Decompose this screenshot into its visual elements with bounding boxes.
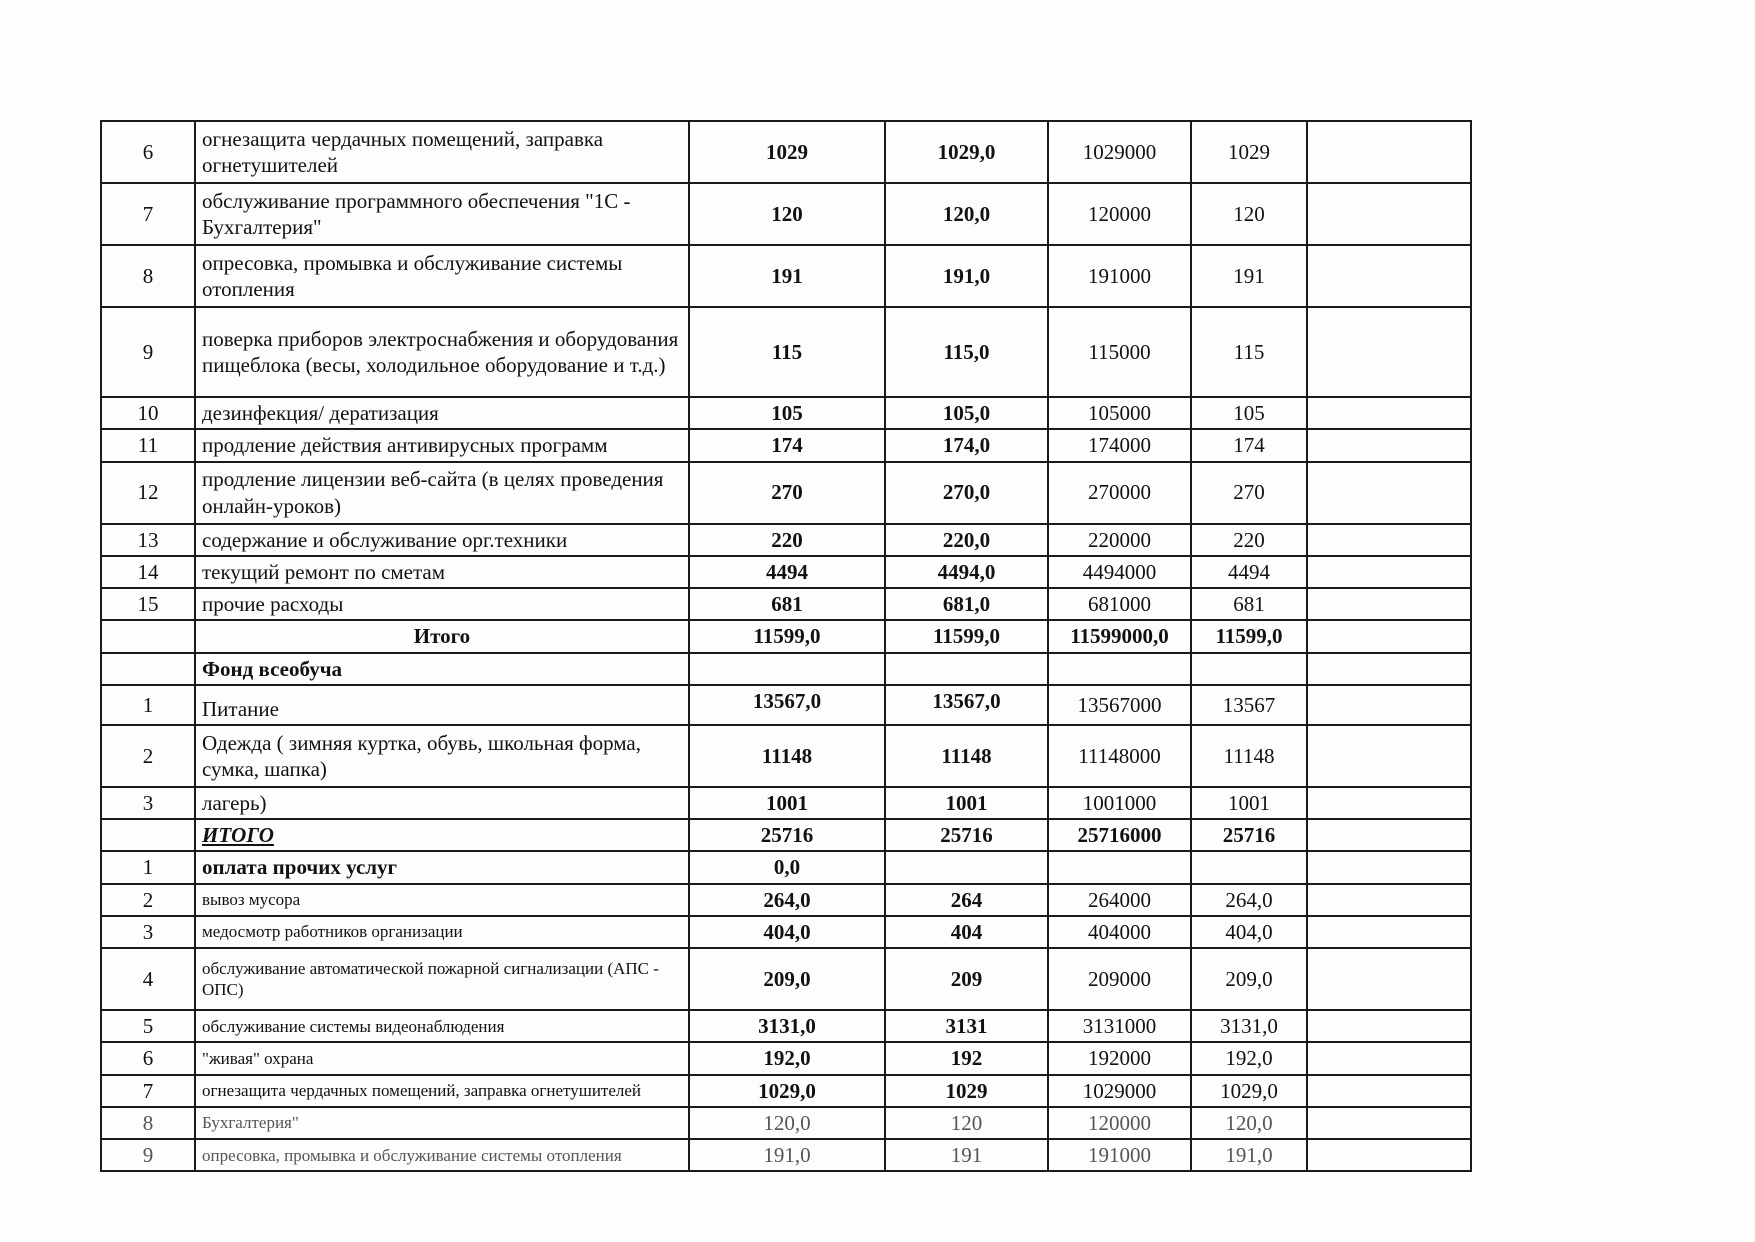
- value-col-3: 105000: [1048, 397, 1191, 429]
- row-number: 2: [101, 725, 195, 787]
- row-number: 7: [101, 183, 195, 245]
- value-col-2: 105,0: [885, 397, 1048, 429]
- value-col-3: 270000: [1048, 462, 1191, 524]
- value-col-1: 1029: [689, 121, 885, 183]
- row-number: 6: [101, 1042, 195, 1074]
- value-col-4: 209,0: [1191, 948, 1307, 1010]
- value-col-2: 174,0: [885, 429, 1048, 461]
- value-col-2: [885, 653, 1048, 685]
- value-col-5: [1307, 556, 1471, 588]
- row-name: продление действия антивирусных программ: [195, 429, 689, 461]
- value-col-3: [1048, 653, 1191, 685]
- section-title: оплата прочих услуг: [195, 851, 689, 883]
- value-col-3: 120000: [1048, 1107, 1191, 1139]
- value-col-1: 191,0: [689, 1139, 885, 1171]
- value-col-5: [1307, 884, 1471, 916]
- row-number: 3: [101, 916, 195, 948]
- row-name: Бухгалтерия": [195, 1107, 689, 1139]
- value-col-1: [689, 653, 885, 685]
- value-col-2: 404: [885, 916, 1048, 948]
- value-col-5: [1307, 653, 1471, 685]
- value-col-5: [1307, 121, 1471, 183]
- value-col-1: 209,0: [689, 948, 885, 1010]
- row-name: обслуживание программного обеспечения "1С - Бухгалтерия": [195, 183, 689, 245]
- value-col-5: [1307, 307, 1471, 397]
- row-number: 3: [101, 787, 195, 819]
- value-col-1: 1001: [689, 787, 885, 819]
- value-col-5: [1307, 462, 1471, 524]
- row-name: Питание: [195, 685, 689, 725]
- row-name: опресовка, промывка и обслуживание системы отопления: [195, 245, 689, 307]
- value-col-2: 1001: [885, 787, 1048, 819]
- row-number: 2: [101, 884, 195, 916]
- value-col-2: 25716: [885, 819, 1048, 851]
- value-col-4: 120: [1191, 183, 1307, 245]
- value-col-4: 192,0: [1191, 1042, 1307, 1074]
- row-number: 9: [101, 307, 195, 397]
- row-number: [101, 653, 195, 685]
- table-row: [101, 588, 1471, 620]
- row-name: медосмотр работников организации: [195, 916, 689, 948]
- row-number: 1: [101, 685, 195, 725]
- value-col-3: 192000: [1048, 1042, 1191, 1074]
- row-name: содержание и обслуживание орг.техники: [195, 524, 689, 556]
- value-col-4: 270: [1191, 462, 1307, 524]
- value-col-1: 220: [689, 524, 885, 556]
- value-col-4: 681: [1191, 588, 1307, 620]
- value-col-1: 11599,0: [689, 620, 885, 652]
- row-name: обслуживание автоматической пожарной сигнализации (АПС - ОПС): [195, 948, 689, 1010]
- value-col-4: 1029,0: [1191, 1075, 1307, 1107]
- value-col-2: [885, 851, 1048, 883]
- value-col-1: 1029,0: [689, 1075, 885, 1107]
- budget-table: [100, 120, 1472, 1172]
- row-number: 7: [101, 1075, 195, 1107]
- value-col-1: 3131,0: [689, 1010, 885, 1042]
- table-row: [101, 948, 1471, 1010]
- table-row: [101, 1042, 1471, 1074]
- row-name: текущий ремонт по сметам: [195, 556, 689, 588]
- value-col-3: 120000: [1048, 183, 1191, 245]
- value-col-2: 11599,0: [885, 620, 1048, 652]
- table-row: [101, 245, 1471, 307]
- value-col-5: [1307, 1139, 1471, 1171]
- value-col-4: 404,0: [1191, 916, 1307, 948]
- value-col-2: 191: [885, 1139, 1048, 1171]
- value-col-4: 191: [1191, 245, 1307, 307]
- value-col-5: [1307, 397, 1471, 429]
- section-header-row: [101, 851, 1471, 883]
- value-col-3: 1001000: [1048, 787, 1191, 819]
- value-col-1: 681: [689, 588, 885, 620]
- value-col-3: 25716000: [1048, 819, 1191, 851]
- row-name: вывоз мусора: [195, 884, 689, 916]
- value-col-1: 11148: [689, 725, 885, 787]
- value-col-5: [1307, 948, 1471, 1010]
- value-col-4: 25716: [1191, 819, 1307, 851]
- value-col-3: 11148000: [1048, 725, 1191, 787]
- value-col-3: 209000: [1048, 948, 1191, 1010]
- value-col-3: 174000: [1048, 429, 1191, 461]
- total-label: ИТОГО: [195, 819, 689, 851]
- value-col-2: 192: [885, 1042, 1048, 1074]
- row-name: продление лицензии веб-сайта (в целях проведения онлайн-уроков): [195, 462, 689, 524]
- value-col-2: 4494,0: [885, 556, 1048, 588]
- value-col-4: 11148: [1191, 725, 1307, 787]
- value-col-3: 3131000: [1048, 1010, 1191, 1042]
- value-col-1: 4494: [689, 556, 885, 588]
- table-row: [101, 524, 1471, 556]
- row-name: поверка приборов электроснабжения и оборудования пищеблока (весы, холодильное оборудование и т.д.): [195, 307, 689, 397]
- row-name: обслуживание системы видеонаблюдения: [195, 1010, 689, 1042]
- value-col-5: [1307, 1107, 1471, 1139]
- table-row: [101, 556, 1471, 588]
- value-col-2: 120,0: [885, 183, 1048, 245]
- value-col-4: 115: [1191, 307, 1307, 397]
- value-col-4: 3131,0: [1191, 1010, 1307, 1042]
- value-col-4: [1191, 653, 1307, 685]
- value-col-5: [1307, 1042, 1471, 1074]
- table-row: [101, 1107, 1471, 1139]
- row-number: 1: [101, 851, 195, 883]
- value-col-4: 264,0: [1191, 884, 1307, 916]
- section-header-row: [101, 653, 1471, 685]
- value-col-1: 270: [689, 462, 885, 524]
- value-col-4: 1001: [1191, 787, 1307, 819]
- value-col-1: 0,0: [689, 851, 885, 883]
- value-col-5: [1307, 524, 1471, 556]
- row-number: 8: [101, 1107, 195, 1139]
- value-col-3: 404000: [1048, 916, 1191, 948]
- value-col-3: 191000: [1048, 245, 1191, 307]
- value-col-5: [1307, 787, 1471, 819]
- row-name: дезинфекция/ дератизация: [195, 397, 689, 429]
- table-row: [101, 1075, 1471, 1107]
- value-col-3: 13567000: [1048, 685, 1191, 725]
- table-row: [101, 183, 1471, 245]
- value-col-5: [1307, 1075, 1471, 1107]
- table-row: [101, 462, 1471, 524]
- value-col-1: 13567,0: [689, 685, 885, 725]
- value-col-4: 1029: [1191, 121, 1307, 183]
- row-name: "живая" охрана: [195, 1042, 689, 1074]
- value-col-1: 115: [689, 307, 885, 397]
- value-col-3: 1029000: [1048, 121, 1191, 183]
- value-col-4: 174: [1191, 429, 1307, 461]
- value-col-1: 105: [689, 397, 885, 429]
- value-col-5: [1307, 819, 1471, 851]
- value-col-2: 1029: [885, 1075, 1048, 1107]
- row-name: Одежда ( зимняя куртка, обувь, школьная форма, сумка, шапка): [195, 725, 689, 787]
- value-col-5: [1307, 685, 1471, 725]
- value-col-5: [1307, 851, 1471, 883]
- value-col-3: 681000: [1048, 588, 1191, 620]
- value-col-5: [1307, 429, 1471, 461]
- row-name: лагерь): [195, 787, 689, 819]
- table-row: [101, 121, 1471, 183]
- table-row-total: [101, 819, 1471, 851]
- row-number: 4: [101, 948, 195, 1010]
- value-col-2: 264: [885, 884, 1048, 916]
- value-col-2: 120: [885, 1107, 1048, 1139]
- value-col-2: 115,0: [885, 307, 1048, 397]
- value-col-1: 264,0: [689, 884, 885, 916]
- value-col-3: 1029000: [1048, 1075, 1191, 1107]
- total-label: Итого: [195, 620, 689, 652]
- value-col-2: 209: [885, 948, 1048, 1010]
- table-row: [101, 429, 1471, 461]
- value-col-5: [1307, 183, 1471, 245]
- row-name: прочие расходы: [195, 588, 689, 620]
- value-col-2: 220,0: [885, 524, 1048, 556]
- value-col-4: 191,0: [1191, 1139, 1307, 1171]
- value-col-3: 264000: [1048, 884, 1191, 916]
- table-row: [101, 1139, 1471, 1171]
- value-col-5: [1307, 1010, 1471, 1042]
- value-col-3: 191000: [1048, 1139, 1191, 1171]
- table-row: [101, 307, 1471, 397]
- value-col-3: 11599000,0: [1048, 620, 1191, 652]
- table-row: [101, 916, 1471, 948]
- table-row: [101, 685, 1471, 725]
- row-number: 6: [101, 121, 195, 183]
- row-number: 9: [101, 1139, 195, 1171]
- value-col-4: 220: [1191, 524, 1307, 556]
- value-col-2: 11148: [885, 725, 1048, 787]
- row-name: огнезащита чердачных помещений, заправка огнетушителей: [195, 1075, 689, 1107]
- row-name: опресовка, промывка и обслуживание системы отопления: [195, 1139, 689, 1171]
- row-number: [101, 819, 195, 851]
- row-number: 11: [101, 429, 195, 461]
- row-number: 12: [101, 462, 195, 524]
- table-row: [101, 1010, 1471, 1042]
- row-number: 5: [101, 1010, 195, 1042]
- value-col-3: 220000: [1048, 524, 1191, 556]
- value-col-4: [1191, 851, 1307, 883]
- table-row: [101, 884, 1471, 916]
- value-col-5: [1307, 588, 1471, 620]
- table-row-total: [101, 620, 1471, 652]
- table-row: [101, 397, 1471, 429]
- value-col-3: 4494000: [1048, 556, 1191, 588]
- value-col-4: 105: [1191, 397, 1307, 429]
- value-col-1: 120,0: [689, 1107, 885, 1139]
- value-col-5: [1307, 916, 1471, 948]
- row-number: 15: [101, 588, 195, 620]
- row-number: 8: [101, 245, 195, 307]
- value-col-1: 174: [689, 429, 885, 461]
- value-col-1: 25716: [689, 819, 885, 851]
- value-col-5: [1307, 245, 1471, 307]
- value-col-1: 404,0: [689, 916, 885, 948]
- table-row: [101, 787, 1471, 819]
- value-col-3: 115000: [1048, 307, 1191, 397]
- value-col-2: 191,0: [885, 245, 1048, 307]
- value-col-2: 270,0: [885, 462, 1048, 524]
- value-col-2: 13567,0: [885, 685, 1048, 725]
- value-col-1: 120: [689, 183, 885, 245]
- section-title: Фонд всеобуча: [195, 653, 689, 685]
- row-number: 14: [101, 556, 195, 588]
- value-col-3: [1048, 851, 1191, 883]
- row-name: огнезащита чердачных помещений, заправка огнетушителей: [195, 121, 689, 183]
- table-row: [101, 725, 1471, 787]
- value-col-4: 120,0: [1191, 1107, 1307, 1139]
- row-number: 10: [101, 397, 195, 429]
- value-col-4: 13567: [1191, 685, 1307, 725]
- value-col-2: 3131: [885, 1010, 1048, 1042]
- row-number: [101, 620, 195, 652]
- value-col-5: [1307, 725, 1471, 787]
- row-number: 13: [101, 524, 195, 556]
- value-col-2: 681,0: [885, 588, 1048, 620]
- value-col-1: 191: [689, 245, 885, 307]
- value-col-4: 11599,0: [1191, 620, 1307, 652]
- value-col-1: 192,0: [689, 1042, 885, 1074]
- value-col-5: [1307, 620, 1471, 652]
- value-col-2: 1029,0: [885, 121, 1048, 183]
- value-col-4: 4494: [1191, 556, 1307, 588]
